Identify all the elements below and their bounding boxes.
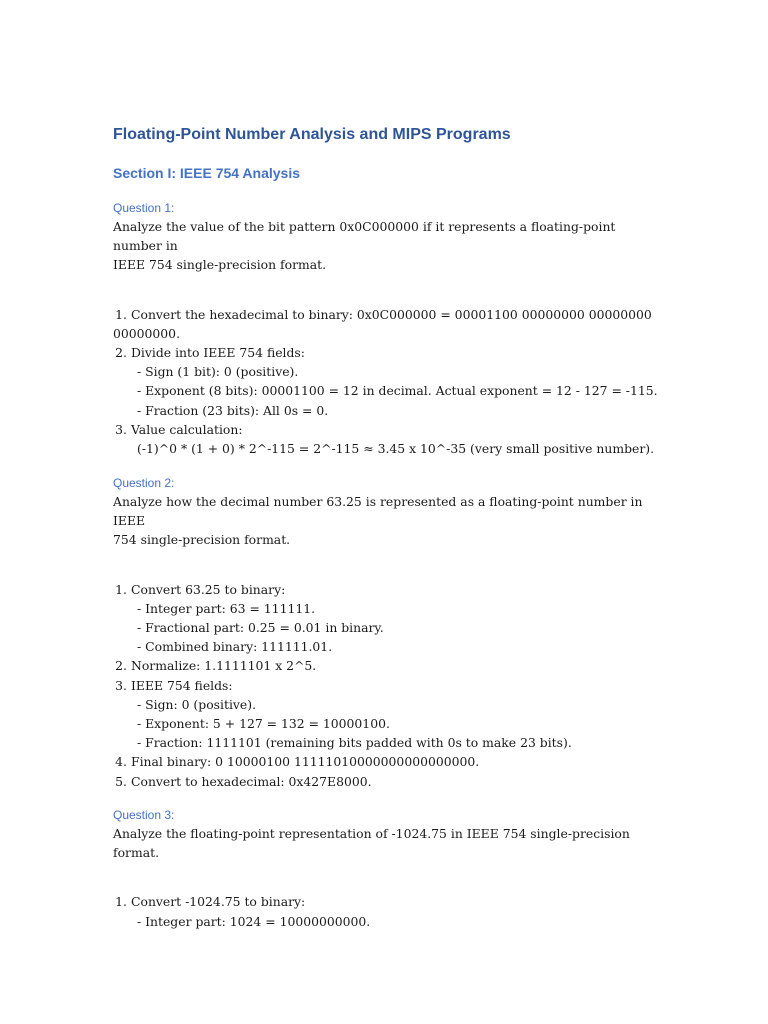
step-item — [113, 772, 658, 791]
step-number: 3. — [115, 421, 127, 437]
document-title: Floating-Point Number Analysis and MIPS Programs — [113, 126, 511, 143]
question-3 — [113, 806, 658, 931]
step-number: 1. — [115, 581, 127, 597]
step-subitem: - Combined binary: 111111.01. — [137, 639, 333, 655]
question-1 — [113, 199, 658, 458]
step-subitem: - Fractional part: 0.25 = 0.01 in binary. — [137, 620, 384, 636]
step-continuation: 00000000. — [113, 325, 181, 341]
step-item — [113, 420, 658, 439]
step-subitem: - Integer part: 1024 = 10000000000. — [137, 913, 371, 929]
step-subitem: (-1)^0 * (1 + 0) * 2^-115 = 2^-115 ≈ 3.45 x 10^-35 (very small positive number). — [137, 441, 655, 457]
step-number: 5. — [115, 773, 127, 789]
step-text: Convert to hexadecimal: 0x427E8000. — [131, 773, 372, 789]
step-item — [113, 580, 658, 599]
step-text: Value calculation: — [131, 421, 243, 437]
question-2 — [113, 474, 658, 791]
question-1-heading: Question 1: — [113, 201, 175, 215]
question-2-steps — [113, 580, 658, 791]
step-subitem: - Sign (1 bit): 0 (positive). — [137, 364, 299, 380]
step-number: 1. — [115, 306, 127, 322]
step-number: 3. — [115, 677, 127, 693]
step-item — [113, 305, 658, 324]
question-1-text-line: Analyze the value of the bit pattern 0x0C000000 if it represents a floating-point number in — [113, 219, 616, 254]
question-3-steps — [113, 892, 658, 930]
step-subitem: - Exponent: 5 + 127 = 132 = 10000100. — [137, 716, 390, 732]
question-2-text — [113, 492, 658, 550]
step-subitem: - Sign: 0 (positive). — [137, 696, 257, 712]
step-item — [113, 676, 658, 695]
document-page — [113, 124, 658, 929]
step-text: Final binary: 0 10000100 11111010000000000000000. — [131, 754, 480, 770]
step-number: 1. — [115, 894, 127, 910]
question-2-text-line: Analyze how the decimal number 63.25 is represented as a floating-point number in IEEE — [113, 494, 643, 529]
step-subitem: - Fraction (23 bits): All 0s = 0. — [137, 402, 329, 418]
step-text: Normalize: 1.1111101 x 2^5. — [131, 658, 317, 674]
step-text: Divide into IEEE 754 fields: — [131, 345, 305, 361]
step-number: 2. — [115, 345, 127, 361]
step-text: Convert 63.25 to binary: — [131, 581, 286, 597]
section-title: Section I: IEEE 754 Analysis — [113, 165, 301, 181]
step-text: Convert the hexadecimal to binary: 0x0C000000 = 00001100 00000000 00000000 — [131, 306, 652, 322]
step-item — [113, 892, 658, 911]
step-subitem: - Fraction: 1111101 (remaining bits padded with 0s to make 23 bits). — [137, 735, 572, 751]
question-2-text-line: 754 single-precision format. — [113, 532, 291, 548]
step-item — [113, 656, 658, 675]
step-item — [113, 343, 658, 362]
step-item — [113, 752, 658, 771]
step-number: 2. — [115, 658, 127, 674]
question-3-text — [113, 824, 658, 862]
question-3-heading: Question 3: — [113, 808, 175, 822]
step-number: 4. — [115, 754, 127, 770]
question-3-text-line: Analyze the floating-point representation of -1024.75 in IEEE 754 single-precision format. — [113, 826, 630, 861]
question-1-text-line: IEEE 754 single-precision format. — [113, 257, 327, 273]
question-1-steps — [113, 305, 658, 459]
step-subitem: - Exponent (8 bits): 00001100 = 12 in decimal. Actual exponent = 12 - 127 = -115. — [137, 383, 658, 399]
step-subitem: - Integer part: 63 = 111111. — [137, 600, 316, 616]
step-text: Convert -1024.75 to binary: — [131, 894, 306, 910]
step-text: IEEE 754 fields: — [131, 677, 233, 693]
question-1-text — [113, 217, 658, 275]
question-2-heading: Question 2: — [113, 476, 175, 490]
